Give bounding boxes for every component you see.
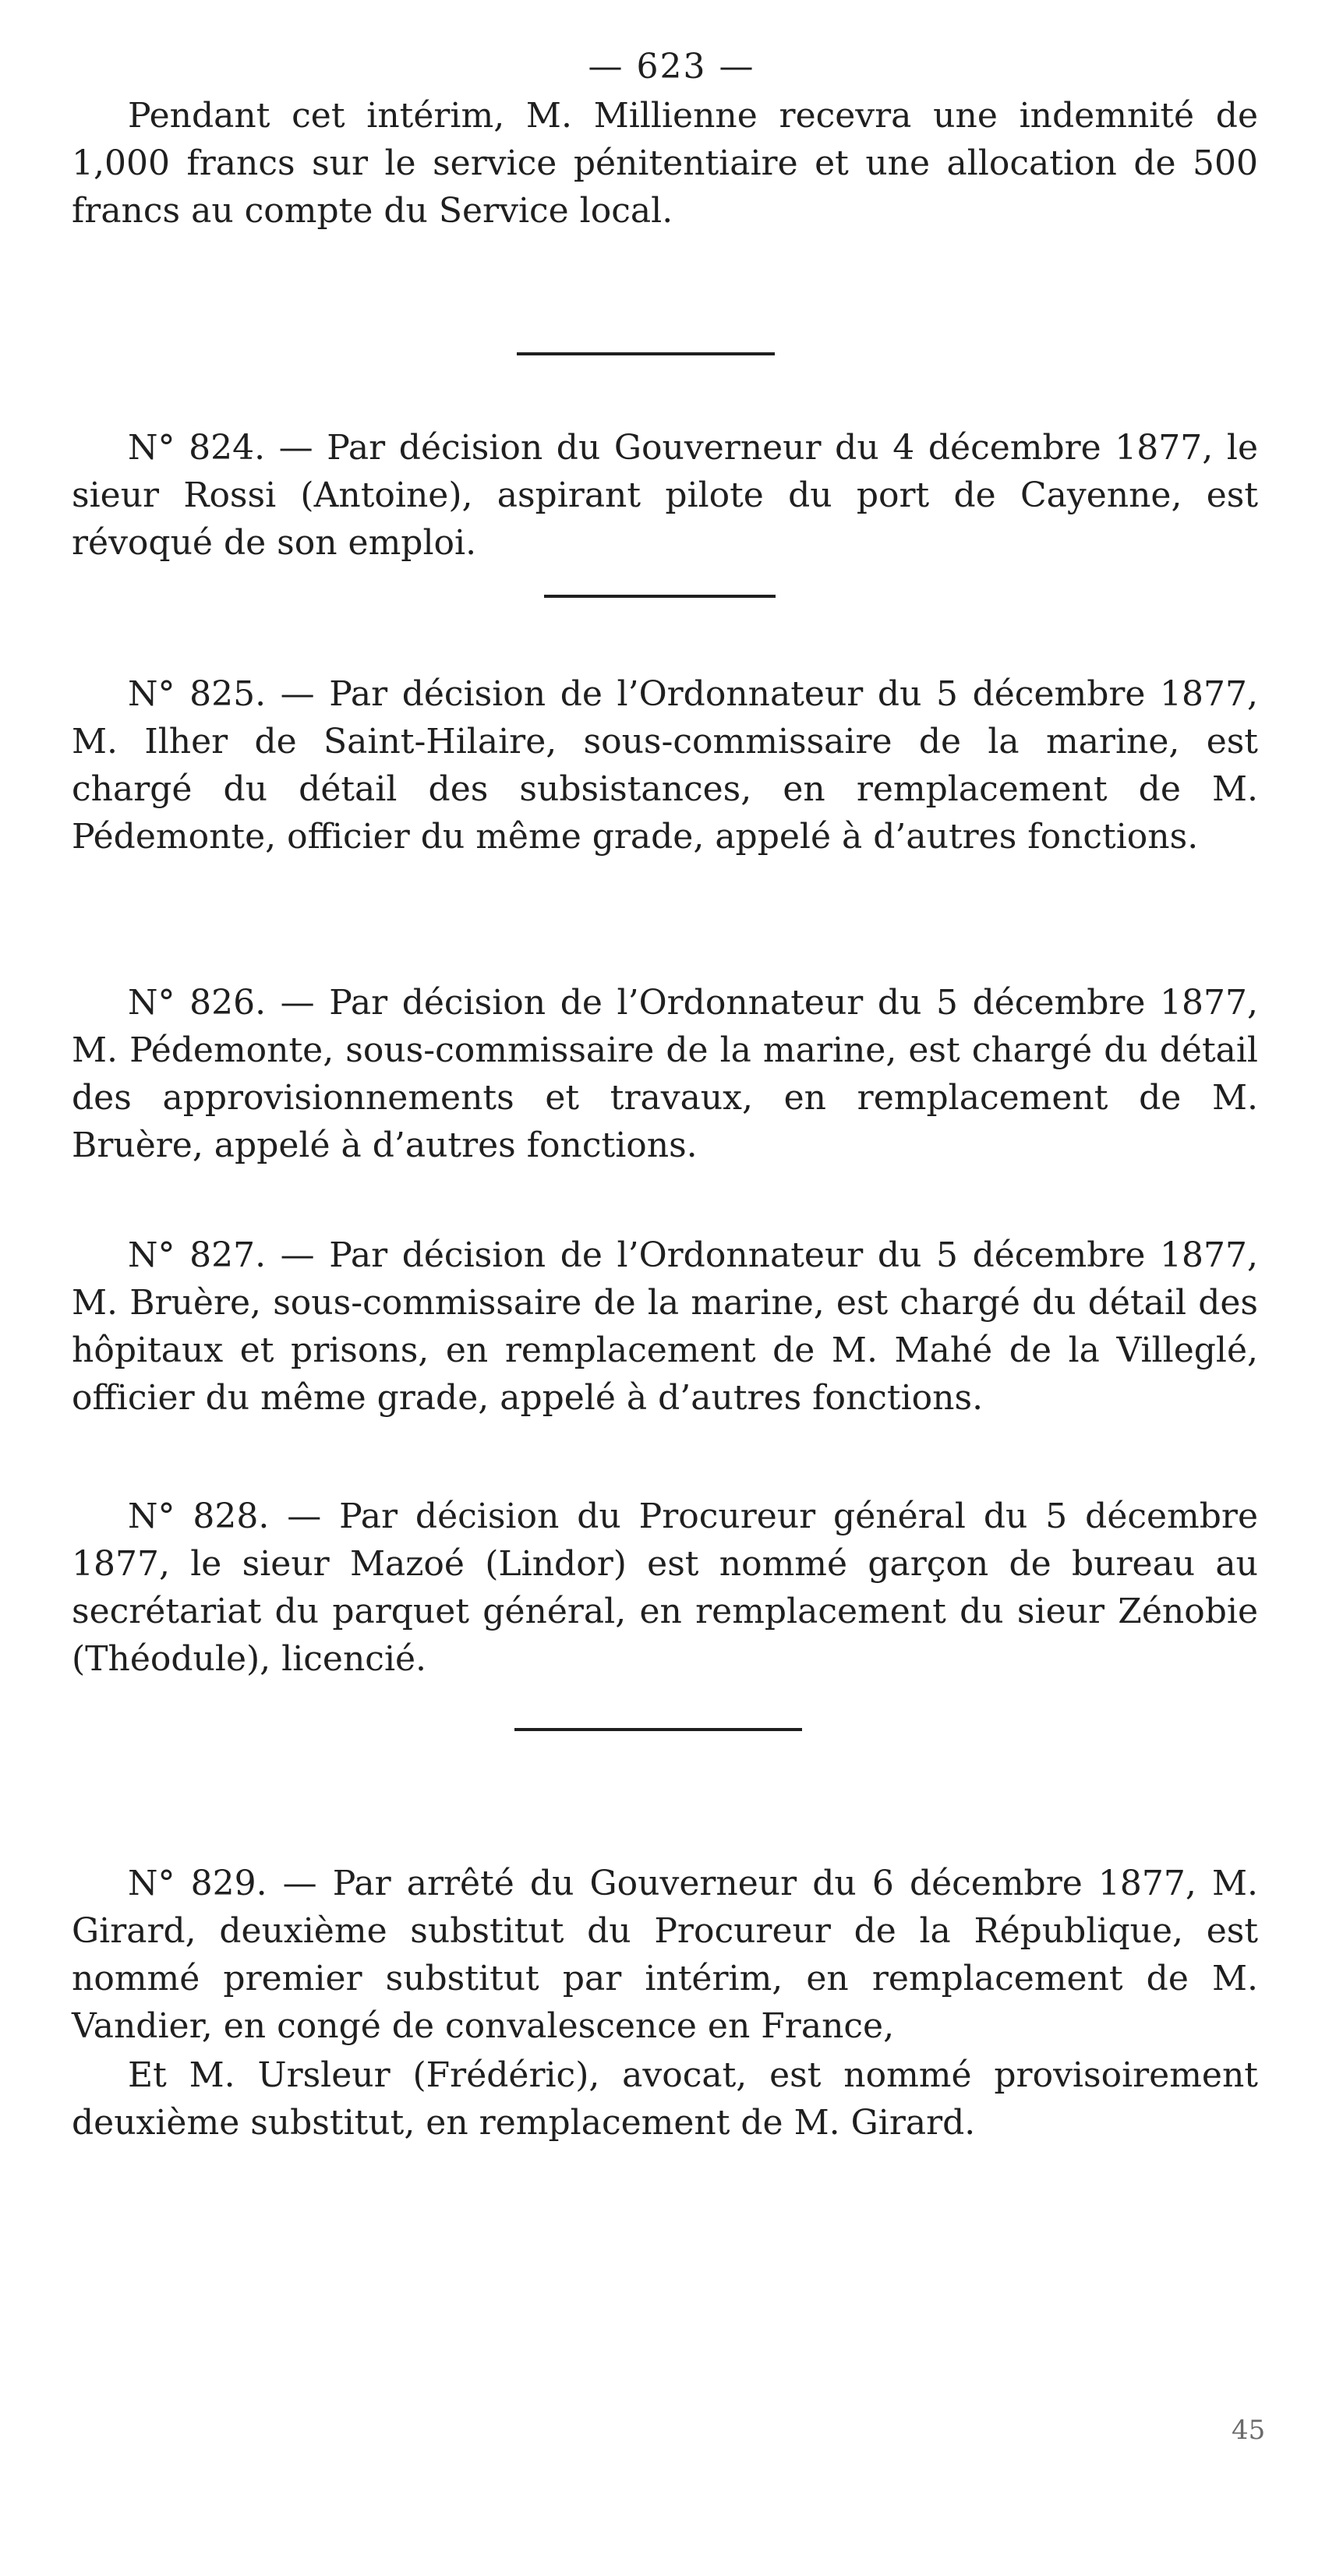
item-text: N° 825. — Par décision de l’Ordonnateur du 5 décembre 1877, M. Ilher de Saint-Hilaire, sous-commissaire de la marine, est chargé du détail des subsistances, en remplacement de M. Pédemonte, officier du même grade, appelé à d’autres fonctions. [72,674,1258,857]
page-number: — 623 — [588,47,755,87]
item-826 [72,979,1258,1169]
section-divider [517,352,775,355]
intro-text: Pendant cet intérim, M. Millienne recevra une indemnité de 1,000 francs sur le service pénitentiaire et une allocation de 500 francs au compte du Service local. [72,96,1258,231]
signature-mark: 45 [1232,2415,1266,2446]
item-828 [72,1493,1258,1683]
item-829 [72,1860,1258,2147]
item-text: N° 826. — Par décision de l’Ordonnateur du 5 décembre 1877, M. Pédemonte, sous-commissaire de la marine, est chargé du détail des approvisionnements et travaux, en remplacement de M. Bruère, appelé à d’autres fonctions. [72,983,1258,1165]
section-divider [544,595,776,598]
item-continuation: Et M. Ursleur (Frédéric), avocat, est nommé provisoirement deuxième substitut, en remplacement de M. Girard. [72,2055,1258,2143]
item-text: N° 829. — Par arrêté du Gouverneur du 6 décembre 1877, M. Girard, deuxième substitut du Procureur de la République, est nommé premier substitut par intérim, en remplacement de M. Vandier, en congé de convalescence en France, [72,1864,1258,2046]
intro-paragraph [72,92,1258,235]
item-824 [72,424,1258,567]
item-text: N° 824. — Par décision du Gouverneur du 4 décembre 1877, le sieur Rossi (Antoine), aspirant pilote du port de Cayenne, est révoqué de son emploi. [72,428,1258,563]
item-827 [72,1231,1258,1422]
item-text: N° 827. — Par décision de l’Ordonnateur du 5 décembre 1877, M. Bruère, sous-commissaire de la marine, est chargé du détail des hôpitaux et prisons, en remplacement de M. Mahé de la Villeglé, officier du même grade, appelé à d’autres fonctions. [72,1235,1258,1418]
item-825 [72,670,1258,860]
item-text: N° 828. — Par décision du Procureur général du 5 décembre 1877, le sieur Mazoé (Lindor) est nommé garçon de bureau au secrétariat du parquet général, en remplacement du sieur Zénobie (Théodule), licencié. [72,1496,1258,1679]
section-divider [514,1728,802,1731]
